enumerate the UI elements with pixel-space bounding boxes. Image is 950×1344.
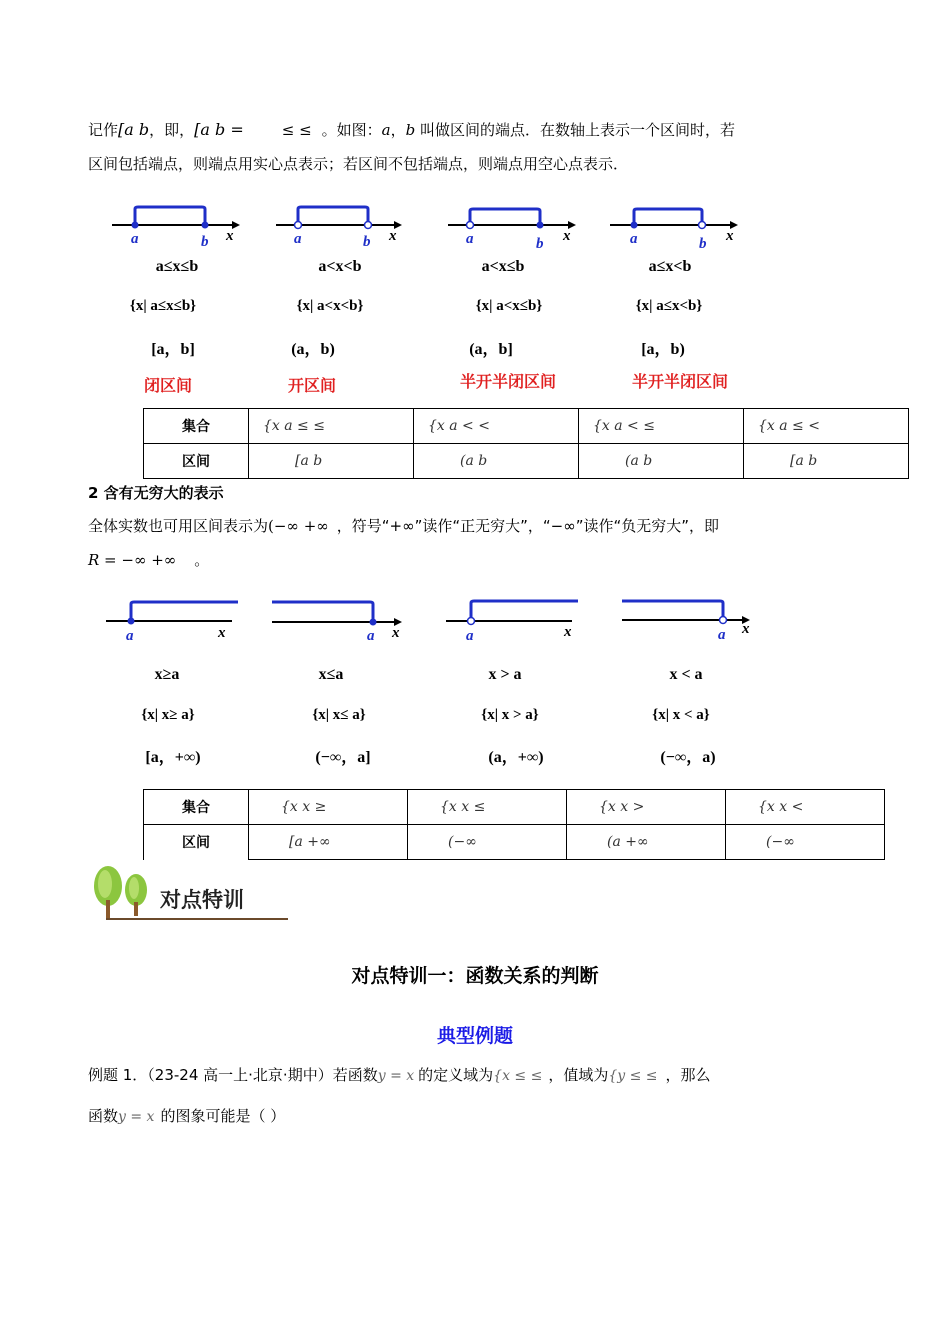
inequality-label: x > a — [488, 666, 522, 683]
number-line-half-open-right — [606, 200, 746, 252]
text: 。如图： — [321, 121, 382, 139]
number-line-open — [272, 200, 412, 252]
axis-label-x: x — [563, 228, 571, 244]
math: {x ≤ ≤ — [493, 1068, 543, 1084]
text: ，值域为 — [548, 1066, 609, 1084]
inequality-label: a<x<b — [318, 258, 362, 275]
table-cell: (−∞ — [408, 825, 567, 860]
text: ，符号“+∞”读作“正无穷大”，“−∞”读作“负无穷大”，即 — [336, 517, 720, 535]
axis-label-x: x — [218, 625, 226, 641]
set-notation-label: {x| x≥ a} — [141, 707, 195, 723]
number-line-lt — [620, 592, 760, 644]
table-row — [144, 409, 909, 444]
table-cell: (a b — [414, 444, 579, 479]
axis-label-b: b — [536, 236, 544, 252]
axis-label-a: a — [126, 628, 134, 644]
table-cell: (a +∞ — [567, 825, 726, 860]
table-header-set: 集合 — [144, 409, 249, 444]
table-cell: {x x ≤ — [408, 790, 567, 825]
text: 的图象可能是（ ） — [160, 1107, 286, 1125]
interval-type-name: 半开半闭区间 — [631, 372, 728, 391]
axis-label-b: b — [201, 234, 209, 250]
badge-underline — [106, 918, 288, 920]
set-notation-label: {x| a<x<b} — [296, 298, 364, 314]
table-cell: {x a ≤ ≤ — [249, 409, 414, 444]
interval-label: (−∞，a) — [660, 749, 716, 766]
table-row — [144, 444, 909, 479]
math: [a b — [118, 120, 150, 139]
text: 记作 — [88, 121, 119, 139]
set-notation-label: {x| x < a} — [652, 707, 710, 723]
math: [a b = — [194, 120, 244, 139]
interval-table-infinite — [143, 789, 885, 860]
axis-label-a: a — [131, 231, 139, 247]
axis-label-a: a — [294, 231, 302, 247]
table-row — [144, 825, 885, 860]
section2-line-2 — [88, 543, 868, 577]
interval-type-name: 闭区间 — [143, 376, 192, 395]
math: (−∞ +∞ — [268, 517, 329, 535]
axis-label-a: a — [466, 628, 474, 644]
axis-label-x: x — [726, 228, 734, 244]
inequality-label: x < a — [669, 666, 703, 683]
math: a — [381, 121, 391, 139]
number-line-closed — [108, 200, 248, 252]
inequality-label: x≤a — [318, 666, 344, 683]
math: {y ≤ ≤ — [608, 1068, 658, 1084]
example-line-1 — [88, 1058, 868, 1093]
table-cell: (a b — [579, 444, 744, 479]
axis-label-x: x — [226, 228, 234, 244]
number-line-geq — [104, 592, 244, 644]
table-row — [144, 790, 885, 825]
math: R = −∞ +∞ — [88, 551, 177, 569]
interval-type-name: 半开半闭区间 — [459, 372, 556, 391]
inequality-label: x≥a — [154, 666, 180, 683]
interval-label: (a，+∞) — [488, 749, 544, 766]
set-notation-label: {x| a≤x≤b} — [129, 298, 197, 314]
example-line-2 — [88, 1099, 868, 1134]
table-cell: {x a ≤ < — [744, 409, 909, 444]
axis-label-x: x — [389, 228, 397, 244]
tree-icon — [88, 862, 158, 924]
axis-label-a: a — [718, 627, 726, 643]
axis-label-b: b — [699, 236, 707, 252]
inequality-label: a<x≤b — [481, 258, 525, 275]
set-notation-label: {x| a<x≤b} — [475, 298, 543, 314]
interval-label: [a，b] — [151, 341, 195, 358]
text: ，即， — [149, 121, 195, 139]
table-header-interval: 区间 — [144, 825, 249, 860]
text: ， — [390, 121, 406, 139]
number-line-half-open-left — [444, 200, 584, 252]
number-line-gt — [444, 592, 584, 644]
interval-type-name: 开区间 — [287, 376, 336, 395]
math: y = x — [118, 1109, 155, 1125]
interval-label: (−∞，a] — [315, 749, 371, 766]
set-notation-label: {x| x≤ a} — [312, 707, 366, 723]
badge-label: 对点特训 — [160, 888, 244, 912]
set-notation-label: {x| a≤x<b} — [635, 298, 703, 314]
section2-line-1 — [88, 509, 868, 543]
text: 全体实数也可用区间表示为 — [88, 517, 269, 535]
intro-line-2: 区间包括端点，则端点用实心点表示；若区间不包括端点，则端点用空心点表示． — [88, 155, 629, 173]
math: ≤ ≤ — [281, 121, 312, 139]
table-cell: (−∞ — [726, 825, 885, 860]
number-line-leq — [270, 592, 410, 644]
interval-label: (a，b] — [469, 341, 513, 358]
math: y = x — [377, 1068, 415, 1084]
text: 的定义域为 — [418, 1066, 494, 1084]
table-cell: {x x ≥ — [249, 790, 408, 825]
training-title: 对点特训一：函数关系的判断 — [351, 965, 599, 987]
table-cell: {x x < — [726, 790, 885, 825]
axis-label-x: x — [564, 624, 572, 640]
math: b — [405, 121, 416, 139]
table-header-interval: 区间 — [144, 444, 249, 479]
axis-label-a: a — [466, 231, 474, 247]
section-badge — [88, 862, 293, 924]
table-header-set: 集合 — [144, 790, 249, 825]
table-cell: [a b — [744, 444, 909, 479]
text: ，那么 — [665, 1066, 711, 1084]
training-subtitle: 典型例题 — [436, 1025, 513, 1047]
inequality-label: a≤x≤b — [155, 258, 199, 275]
axis-label-x: x — [392, 625, 400, 641]
axis-label-a: a — [630, 231, 638, 247]
table-cell: [a b — [249, 444, 414, 479]
interval-label: [a，b) — [641, 341, 685, 358]
table-cell: {x a < ≤ — [579, 409, 744, 444]
interval-label: [a，+∞) — [145, 749, 201, 766]
interval-table-finite — [143, 408, 909, 479]
axis-label-a: a — [367, 628, 375, 644]
text: 。 — [194, 551, 210, 569]
table-cell: {x a < < — [414, 409, 579, 444]
set-notation-label: {x| x > a} — [481, 707, 539, 723]
interval-label: (a，b) — [291, 341, 335, 358]
text: 叫做区间的端点．在数轴上表示一个区间时，若 — [415, 121, 736, 139]
text: 函数 — [88, 1107, 119, 1125]
section-heading: 2 含有无穷大的表示 — [88, 484, 224, 502]
inequality-label: a≤x<b — [648, 258, 692, 275]
axis-label-b: b — [363, 234, 371, 250]
table-cell: [a +∞ — [249, 825, 408, 860]
axis-label-x: x — [742, 621, 750, 637]
table-cell: {x x > — [567, 790, 726, 825]
text: 例题 1．（23-24 高一上·北京·期中）若函数 — [88, 1066, 378, 1084]
intro-line-1 — [88, 113, 868, 147]
